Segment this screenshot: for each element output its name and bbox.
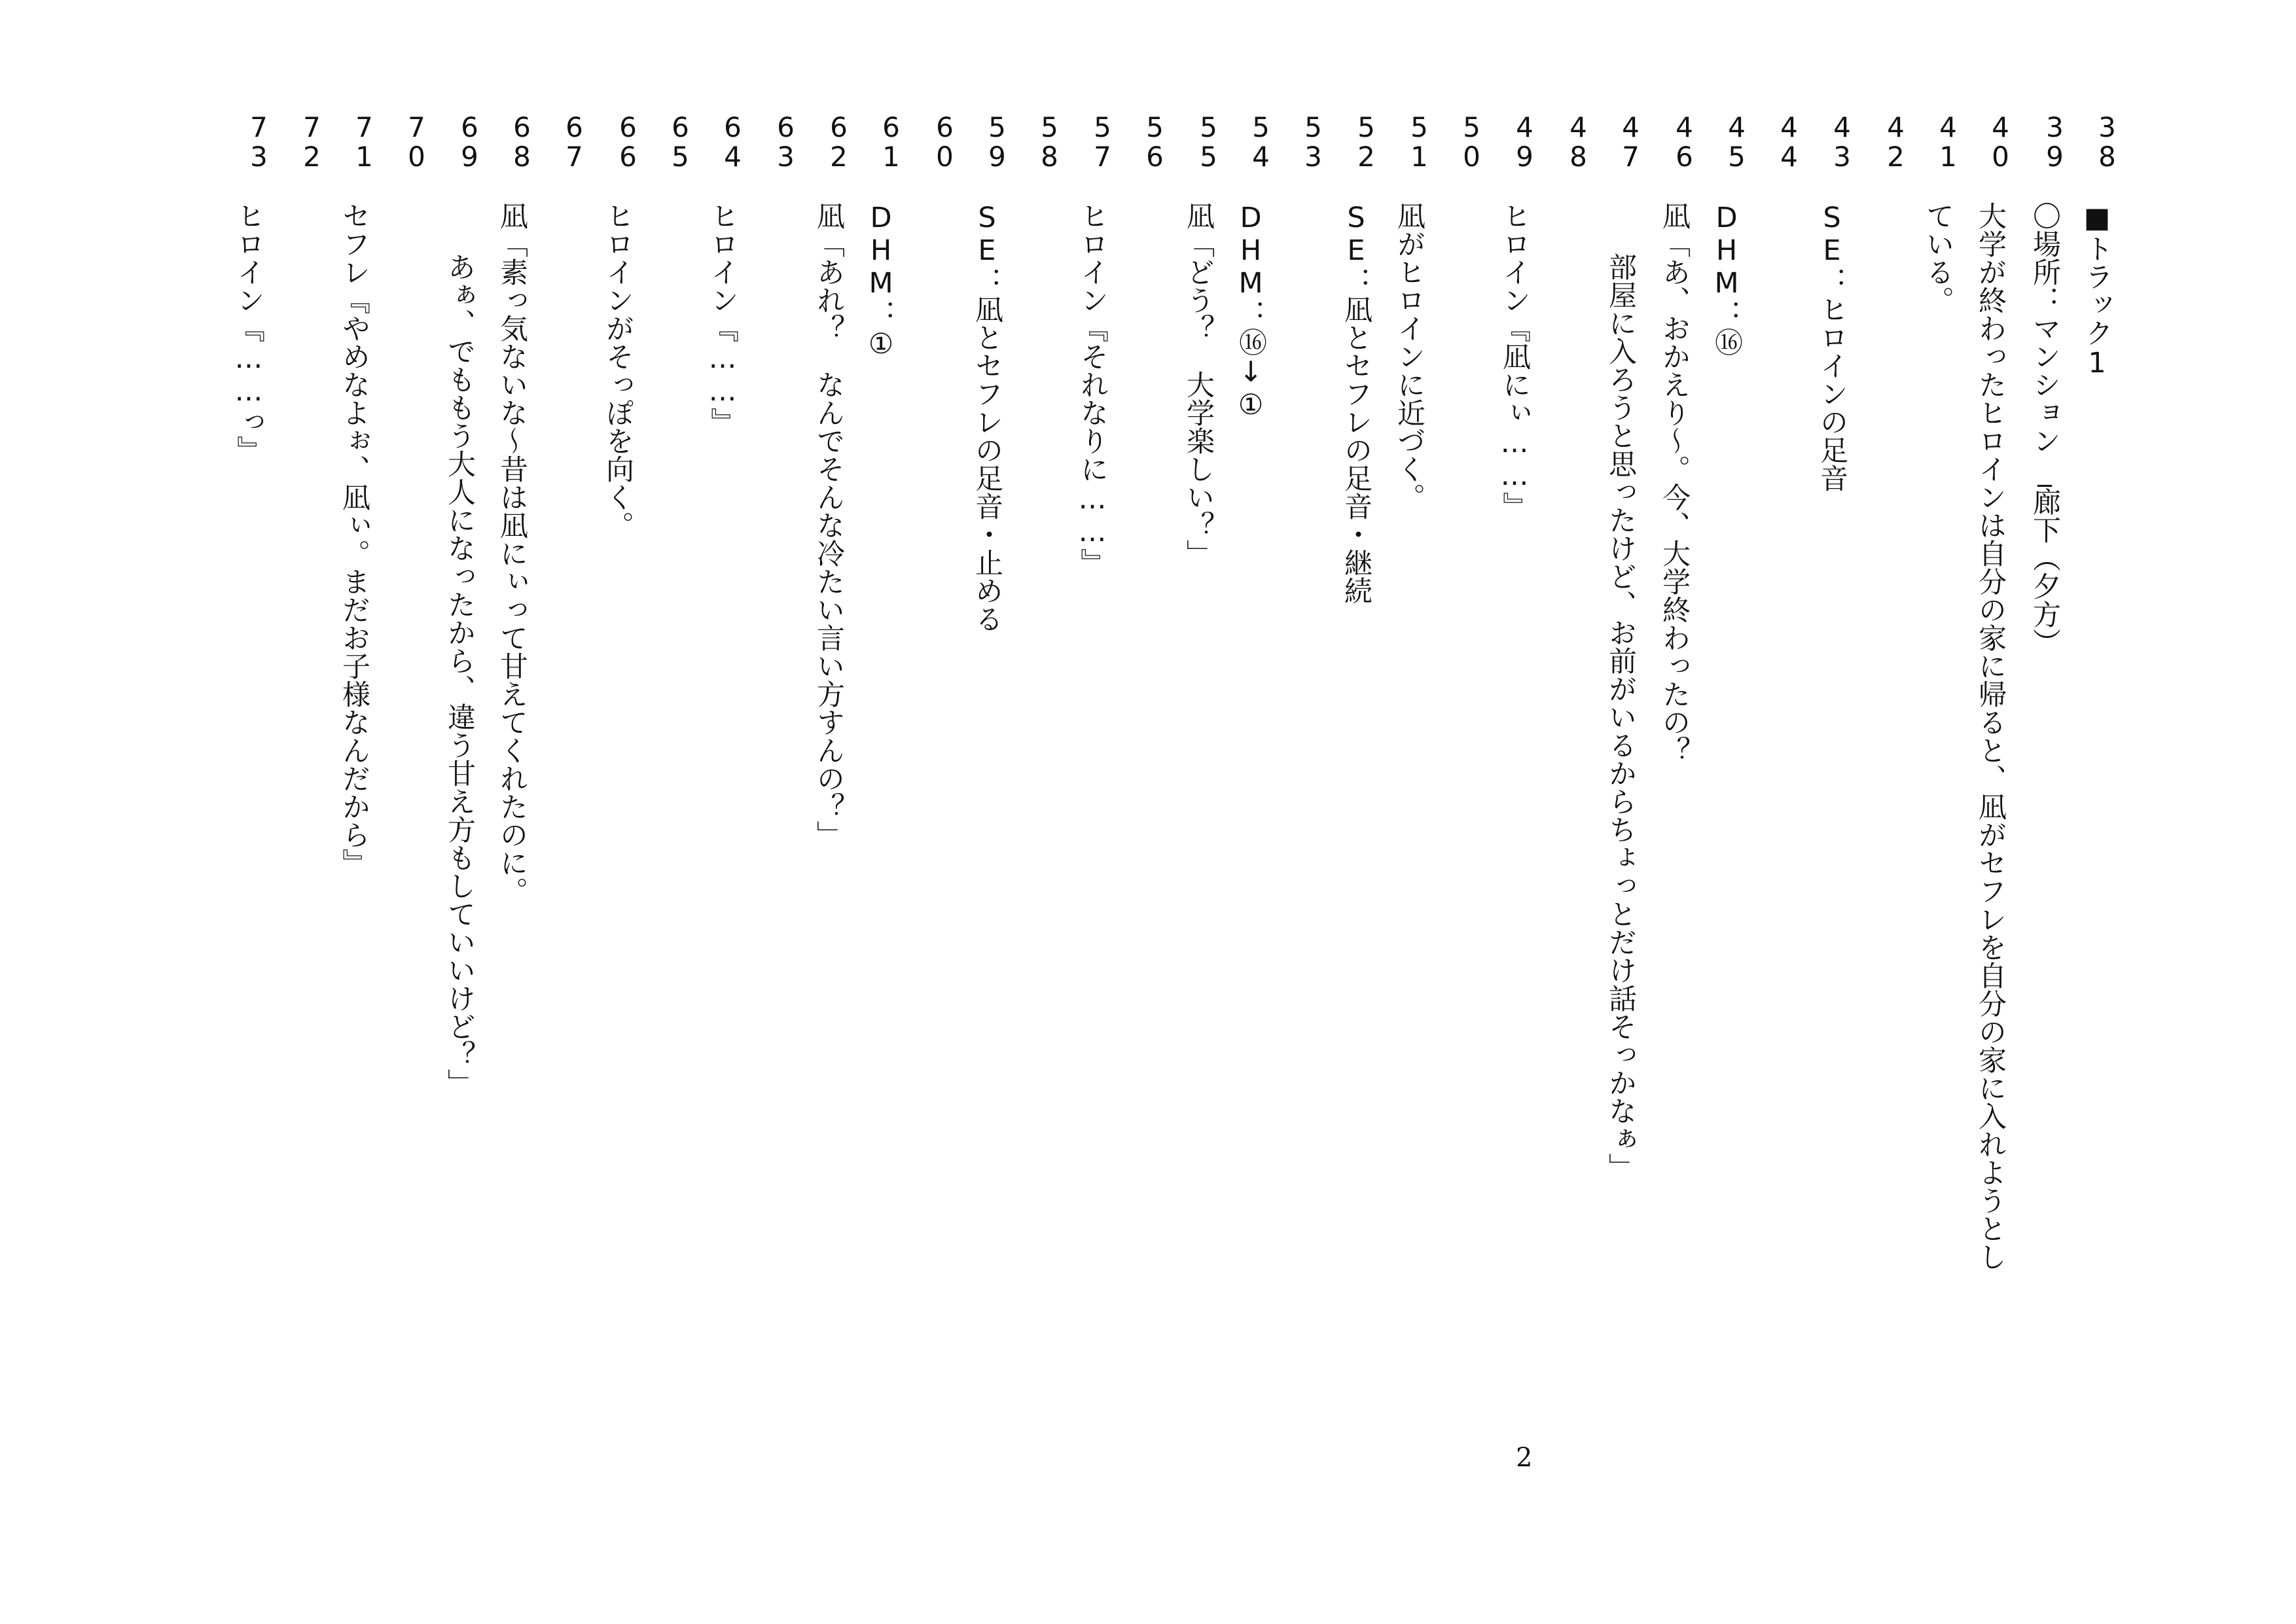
line-number: 49	[1509, 111, 1541, 170]
line-text: DHM：⑯↓①	[1234, 202, 1267, 421]
line-text: 大学が終わったヒロインは自分の家に帰ると、凪がセフレを自分の家に入れようとし	[1974, 202, 2007, 1271]
script-line	[1545, 111, 1592, 1616]
script-line	[1438, 111, 1488, 1616]
line-text: ている。	[1922, 202, 1954, 314]
line-number: 43	[1826, 111, 1858, 170]
line-text: ■トラック1	[2081, 202, 2113, 380]
script-line	[963, 111, 1011, 1616]
line-number: 73	[243, 111, 275, 170]
line-number: 56	[1139, 111, 1171, 170]
line-number: 47	[1615, 111, 1647, 170]
line-number: 58	[1033, 111, 1066, 170]
line-text: SE：凪とセフレの足音・継続	[1340, 202, 1372, 605]
line-number: 46	[1668, 111, 1700, 170]
line-text: セフレ『やめなよぉ、凪ぃ。まだお子様なんだから』	[338, 202, 370, 877]
line-number: 38	[2091, 111, 2123, 170]
line-number: 61	[875, 111, 907, 170]
line-text: ヒロイン『凪にぃ……』	[1498, 202, 1531, 520]
script-line	[1227, 111, 1277, 1616]
line-text: 〇場所：マンション_廊下（夕方）	[2028, 202, 2061, 656]
line-text: 凪「どう？ 大学楽しい？」	[1182, 202, 1215, 567]
script-line	[1703, 111, 1753, 1616]
script-line	[1016, 111, 1066, 1616]
line-number: 63	[770, 111, 802, 170]
line-number: 51	[1403, 111, 1435, 170]
script-line	[1808, 111, 1856, 1616]
line-number: 72	[296, 111, 328, 170]
line-number: 39	[2039, 111, 2071, 170]
script-line	[647, 111, 694, 1616]
script-line	[752, 111, 802, 1616]
script-line	[857, 111, 905, 1616]
line-text: ヒロイン『……っ』	[232, 202, 265, 464]
line-number: 64	[717, 111, 749, 170]
line-text: 部屋に入ろうと思ったけど、お前がいるからちょっとだけ話そっかなぁ」	[1604, 253, 1637, 1181]
line-text: ヒロインがそっぽを向く。	[601, 202, 634, 539]
script-line	[541, 111, 588, 1616]
line-number: 60	[929, 111, 961, 170]
script-line	[911, 111, 961, 1616]
script-line	[2073, 111, 2121, 1616]
script-line	[436, 111, 486, 1616]
script-line	[699, 111, 749, 1616]
line-text: DHM：①	[865, 202, 897, 361]
script-line	[1069, 111, 1119, 1616]
line-number: 71	[348, 111, 380, 170]
script-line	[2021, 111, 2071, 1616]
line-number: 57	[1086, 111, 1119, 170]
script-line	[1914, 111, 1962, 1616]
line-text: SE：ヒロインの足音	[1816, 202, 1848, 492]
line-number: 59	[981, 111, 1013, 170]
script-line	[1491, 111, 1541, 1616]
line-number: 65	[664, 111, 696, 170]
line-text: SE：凪とセフレの足音・止める	[971, 202, 1003, 633]
line-text: ヒロイン『それなりに……』	[1076, 202, 1109, 576]
script-line	[383, 111, 433, 1616]
line-number: 55	[1193, 111, 1225, 170]
script-line	[278, 111, 328, 1616]
line-number: 52	[1350, 111, 1382, 170]
script-line	[594, 111, 644, 1616]
line-number: 42	[1880, 111, 1912, 170]
script-line	[1967, 111, 2017, 1616]
script-line	[1386, 111, 1433, 1616]
line-text: 凪がヒロインに近づく。	[1393, 202, 1426, 511]
line-number: 53	[1297, 111, 1329, 170]
page-number: 2	[1516, 1443, 1533, 1473]
script-line	[488, 111, 538, 1616]
script-line	[1175, 111, 1225, 1616]
line-text: 凪「あれ？ なんでそんな冷たい言い方すんの？」	[812, 202, 845, 849]
line-number: 45	[1721, 111, 1753, 170]
line-number: 48	[1562, 111, 1594, 170]
line-number: 66	[612, 111, 644, 170]
script-line	[1755, 111, 1803, 1616]
line-number: 41	[1932, 111, 1964, 170]
script-line	[1121, 111, 1171, 1616]
script-line	[1651, 111, 1698, 1616]
script-line	[1280, 111, 1327, 1616]
line-text: 凪「素っ気ないな～昔は凪にぃって甘えてくれたのに。	[495, 202, 528, 905]
line-number: 54	[1245, 111, 1277, 170]
line-text: 凪「あ、おかえり～。今、大学終わったの？	[1658, 202, 1691, 764]
line-text: あぁ、でももう大人になったから、違う甘え方もしていいけど？」	[443, 253, 476, 1097]
line-number: 68	[506, 111, 538, 170]
line-number: 44	[1773, 111, 1805, 170]
script-line	[225, 111, 275, 1616]
line-text: DHM：⑯	[1710, 202, 1743, 356]
line-text: ヒロイン『……』	[706, 202, 739, 436]
line-number: 50	[1456, 111, 1488, 170]
script-line	[1333, 111, 1380, 1616]
line-number: 69	[454, 111, 486, 170]
script-line	[1862, 111, 1912, 1616]
line-number: 67	[558, 111, 590, 170]
line-number: 70	[401, 111, 433, 170]
line-number: 62	[823, 111, 855, 170]
script-line	[1597, 111, 1647, 1616]
script-line	[331, 111, 378, 1616]
script-line	[805, 111, 855, 1616]
line-number: 40	[1984, 111, 2017, 170]
